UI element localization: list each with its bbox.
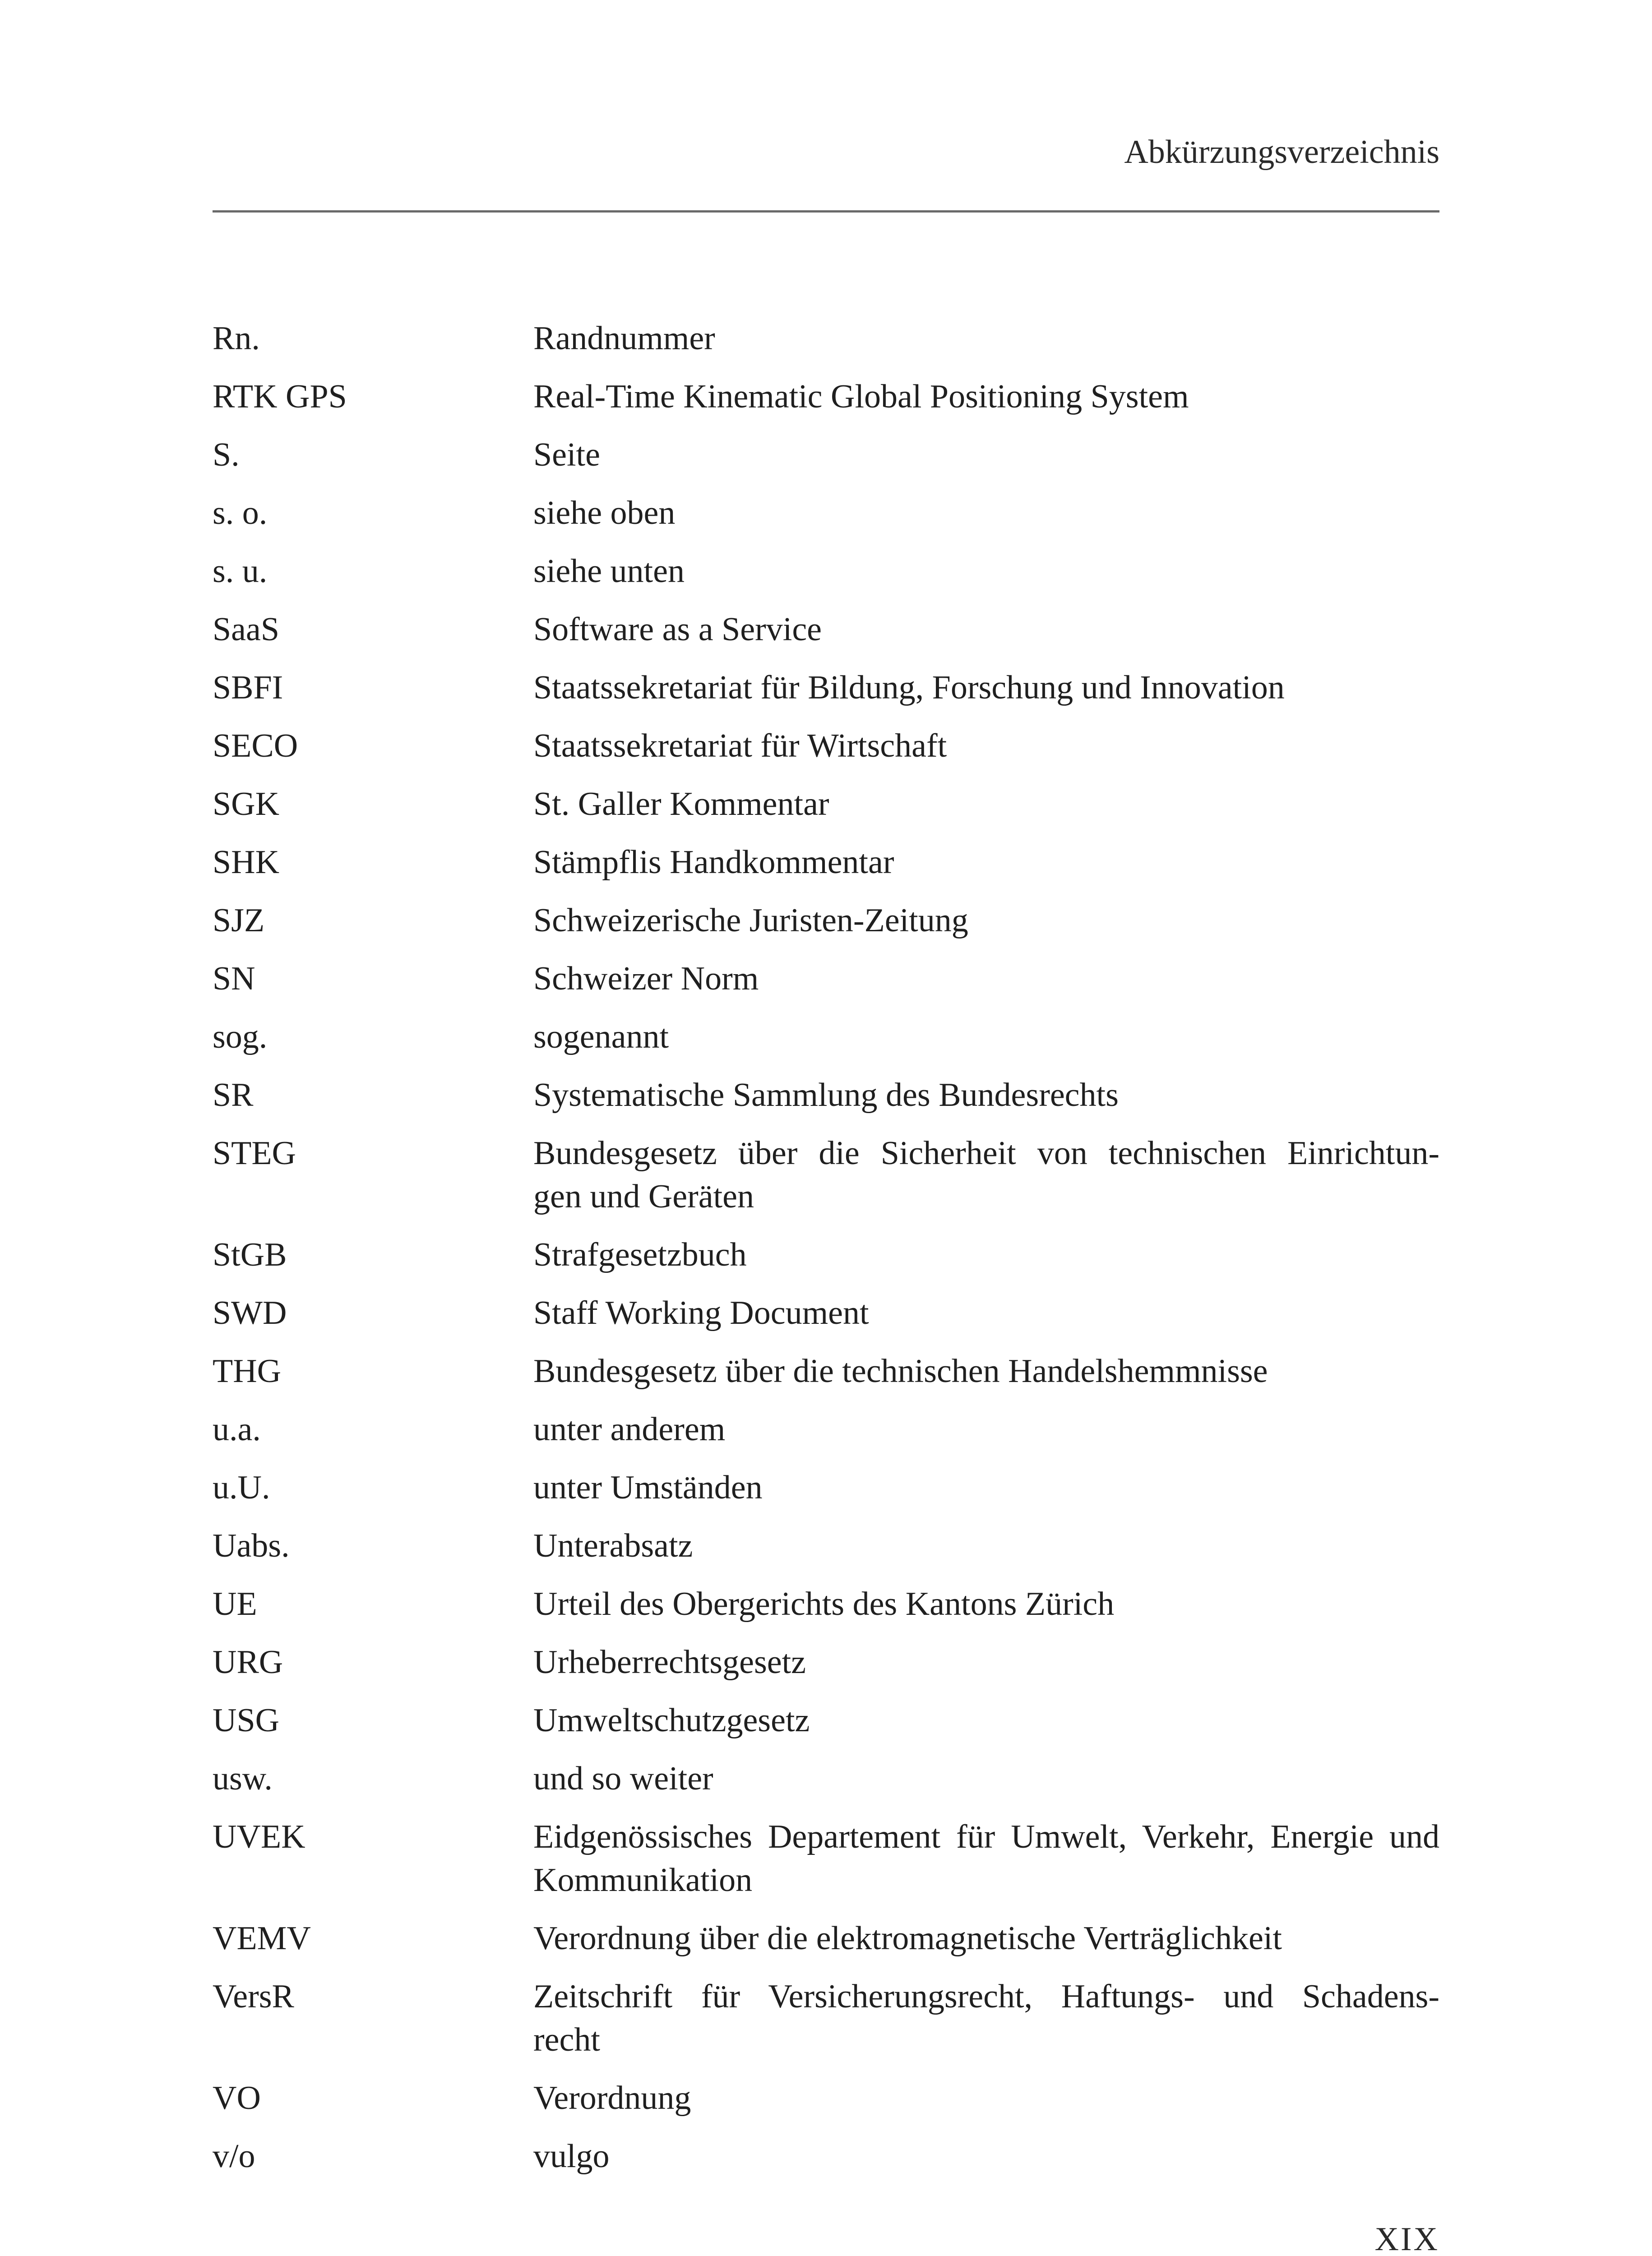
abbreviation: u.U.: [213, 1469, 270, 1506]
list-item: [213, 957, 1439, 1015]
definition: [533, 1132, 1439, 1218]
definition: St. Galler Kommentar: [533, 786, 829, 823]
abbreviation: SaaS: [213, 611, 279, 648]
definition: sogenannt: [533, 1018, 669, 1055]
list-item: [213, 2135, 1439, 2193]
list-item: [213, 1815, 1439, 1917]
definition: Real-Time Kinematic Global Positioning System: [533, 378, 1189, 415]
abbreviation: SHK: [213, 844, 280, 881]
definition: Urheberrechtsgesetz: [533, 1644, 806, 1681]
abbreviation: SJZ: [213, 902, 265, 939]
abbreviation: StGB: [213, 1236, 287, 1273]
abbreviation: THG: [213, 1353, 282, 1390]
running-head: Abkürzungsverzeichnis: [1124, 134, 1439, 171]
abbreviation: s. u.: [213, 553, 268, 590]
page-number: XIX: [1374, 2221, 1439, 2256]
abbreviation: USG: [213, 1702, 280, 1739]
definition: Staatssekretariat für Bildung, Forschung und Innovation: [533, 669, 1285, 706]
definition: unter Umständen: [533, 1469, 763, 1506]
definition: Verordnung über die elektromagnetische Verträglichkeit: [533, 1920, 1282, 1957]
definition: Stämpflis Handkommentar: [533, 844, 894, 881]
abbreviation: VO: [213, 2080, 261, 2117]
abbreviation-list: [213, 317, 1439, 2193]
list-item: [213, 724, 1439, 782]
definition: Schweizer Norm: [533, 960, 759, 997]
abbreviation: VersR: [213, 1978, 294, 2015]
list-item: [213, 899, 1439, 957]
definition: Randnummer: [533, 320, 715, 357]
list-item: [213, 375, 1439, 433]
abbreviation: SR: [213, 1077, 254, 1114]
list-item: [213, 1350, 1439, 1408]
abbreviation: VEMV: [213, 1920, 311, 1957]
definition-line: Kommunikation: [533, 1862, 753, 1899]
list-item: [213, 433, 1439, 491]
definition: Systematische Sammlung des Bundesrechts: [533, 1077, 1119, 1114]
header-rule: [213, 210, 1439, 213]
definition: Urteil des Obergerichts des Kantons Zürich: [533, 1586, 1115, 1623]
definition: Staff Working Document: [533, 1294, 869, 1331]
abbreviation: SECO: [213, 727, 298, 764]
list-item: [213, 1015, 1439, 1073]
abbreviation: SGK: [213, 786, 280, 823]
definition: siehe oben: [533, 495, 676, 532]
list-item: [213, 1917, 1439, 1975]
abbreviation: URG: [213, 1644, 283, 1681]
abbreviation: v/o: [213, 2138, 255, 2175]
definition-line: gen und Geräten: [533, 1178, 754, 1215]
definition: Unterabsatz: [533, 1527, 693, 1564]
definition-line: Zeitschrift für Versicherungsrecht, Haftungs- und Schadens-: [533, 1978, 1439, 2015]
definition: Bundesgesetz über die technischen Handelshemmnisse: [533, 1353, 1268, 1390]
abbreviation: u.a.: [213, 1411, 261, 1448]
abbreviation: Rn.: [213, 320, 260, 357]
definition: und so weiter: [533, 1760, 713, 1797]
list-item: [213, 782, 1439, 841]
abbreviation: s. o.: [213, 495, 268, 532]
definition-line: Eidgenössisches Departement für Umwelt, Verkehr, Energie und: [533, 1818, 1439, 1855]
list-item: [213, 1582, 1439, 1641]
list-item: [213, 1975, 1439, 2076]
list-item: [213, 1233, 1439, 1291]
list-item: [213, 1073, 1439, 1132]
list-item: [213, 317, 1439, 375]
abbreviation: usw.: [213, 1760, 273, 1797]
definition-line: recht: [533, 2021, 600, 2058]
definition: Umweltschutzgesetz: [533, 1702, 810, 1739]
definition: [533, 1815, 1439, 1902]
definition: Verordnung: [533, 2080, 691, 2117]
list-item: [213, 1466, 1439, 1524]
abbreviation: SN: [213, 960, 255, 997]
list-item: [213, 1291, 1439, 1350]
list-item: [213, 1641, 1439, 1699]
abbreviation: SWD: [213, 1294, 287, 1331]
definition: Schweizerische Juristen-Zeitung: [533, 902, 968, 939]
abbreviation: UVEK: [213, 1818, 305, 1855]
list-item: [213, 608, 1439, 666]
definition-line: Bundesgesetz über die Sicherheit von technischen Einrichtun-: [533, 1135, 1439, 1172]
definition: Software as a Service: [533, 611, 822, 648]
abbreviation: sog.: [213, 1018, 268, 1055]
abbreviation: Uabs.: [213, 1527, 290, 1564]
definition: Seite: [533, 436, 600, 473]
abbreviation: SBFI: [213, 669, 283, 706]
list-item: [213, 491, 1439, 550]
definition: Staatssekretariat für Wirtschaft: [533, 727, 947, 764]
abbreviation: RTK GPS: [213, 378, 347, 415]
list-item: [213, 1699, 1439, 1757]
definition: siehe unten: [533, 553, 685, 590]
list-item: [213, 1132, 1439, 1233]
abbreviation: UE: [213, 1586, 257, 1623]
list-item: [213, 550, 1439, 608]
list-item: [213, 1524, 1439, 1582]
list-item: [213, 2076, 1439, 2135]
list-item: [213, 666, 1439, 724]
definition: vulgo: [533, 2138, 610, 2175]
abbreviation: STEG: [213, 1135, 296, 1172]
list-item: [213, 1408, 1439, 1466]
abbreviation: S.: [213, 436, 240, 473]
definition: Strafgesetzbuch: [533, 1236, 747, 1273]
definition: [533, 1975, 1439, 2062]
list-item: [213, 841, 1439, 899]
list-item: [213, 1757, 1439, 1815]
definition: unter anderem: [533, 1411, 726, 1448]
